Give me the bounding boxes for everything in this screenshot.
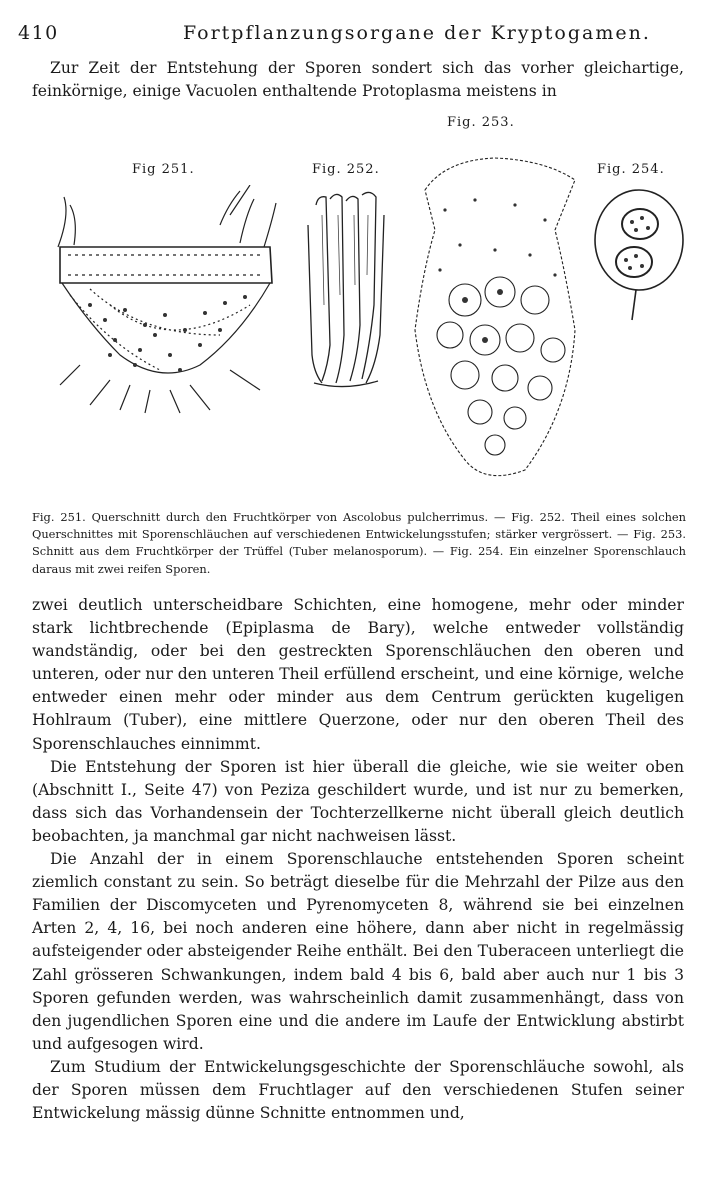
fig-254-illustration bbox=[588, 182, 690, 322]
fig-251-illustration bbox=[50, 185, 290, 415]
fig-254-label: Fig. 254. bbox=[597, 162, 665, 177]
fig-252-illustration bbox=[300, 185, 395, 390]
running-head bbox=[18, 22, 690, 48]
page-number: 410 bbox=[18, 22, 59, 44]
paragraph-4: Zum Studium der Entwickelungsgeschichte der Sporenschläuche sowohl, als der Sporen müssen dem Fruchtlager auf den verschiedenen Stufen seiner Entwickelung mässig dünne Schnitte entnommen und, bbox=[32, 1057, 684, 1123]
figure-caption: Fig. 251. Querschnitt durch den Fruchtkörper von Ascolobus pulcherrimus. — Fig. 252. Theil eines solchen Querschnittes mit Sporenschläuchen auf verschiedenen Entwickelungsstufen; stärker vergrössert. — Fig. 253. Schnitt aus dem Fruchtkörper der Trüffel (Tuber melanosporum). — Fig. 254. Ein einzelner Sporenschlauch daraus mit zwei reifen Sporen. bbox=[32, 510, 686, 576]
main-text-block bbox=[32, 594, 684, 1125]
fig-251-label: Fig 251. bbox=[132, 162, 195, 177]
intro-text-block bbox=[32, 57, 684, 103]
fig-252-label: Fig. 252. bbox=[312, 162, 380, 177]
intro-paragraph: Zur Zeit der Entstehung der Sporen sondert sich das vorher gleichartige, feinkörnige, einige Vacuolen enthaltende Protoplasma meistens in bbox=[32, 59, 684, 101]
fig-253-illustration bbox=[405, 150, 585, 485]
running-title: Fortpflanzungsorgane der Kryptogamen. bbox=[183, 22, 651, 44]
paragraph-1: zwei deutlich unterscheidbare Schichten, eine homogene, mehr oder minder stark lichtbrechende (Epiplasma de Bary), welche entweder vollständig wandständig, oder bei den gestreckten Sporenschläuchen den oberen und unteren, oder nur den unteren Theil erfüllend erscheint, und eine körnige, welche entweder einen mehr oder minder aus dem Centrum gerückten kugeligen Hohlraum (Tuber), eine mittlere Querzone, oder nur den oberen Theil des Sporenschlauches einnimmt. bbox=[32, 596, 684, 753]
paragraph-2: Die Entstehung der Sporen ist hier überall die gleiche, wie sie weiter oben (Abschnitt I., Seite 47) von Peziza geschildert wurde, und ist nur zu bemerken, dass sich das Vorhandensein der Tochterzellkerne nicht überall gleich deutlich beobachten, ja manchmal gar nicht nachweisen lässt. bbox=[32, 757, 684, 845]
paragraph-3: Die Anzahl der in einem Sporenschlauche entstehenden Sporen scheint ziemlich constant zu sein. So beträgt dieselbe für die Mehrzahl der Pilze aus den Familien der Discomyceten und Pyrenomyceten 8, während sie bei einzelnen Arten 2, 4, 16, bei noch anderen eine höhere, dann aber nicht in regelmässig aufsteigender oder absteigender Reihe enthält. Bei den Tuberaceen unterliegt die Zahl grösseren Schwankungen, indem bald 4 bis 6, bald aber auch nur 1 bis 3 Sporen gefunden werden, was wahrscheinlich damit zusammenhängt, dass von den jugendlichen Sporen eine und die andere im Laufe der Entwicklung abstirbt und aufgesogen wird. bbox=[32, 850, 684, 1053]
fig-253-label: Fig. 253. bbox=[447, 115, 515, 130]
